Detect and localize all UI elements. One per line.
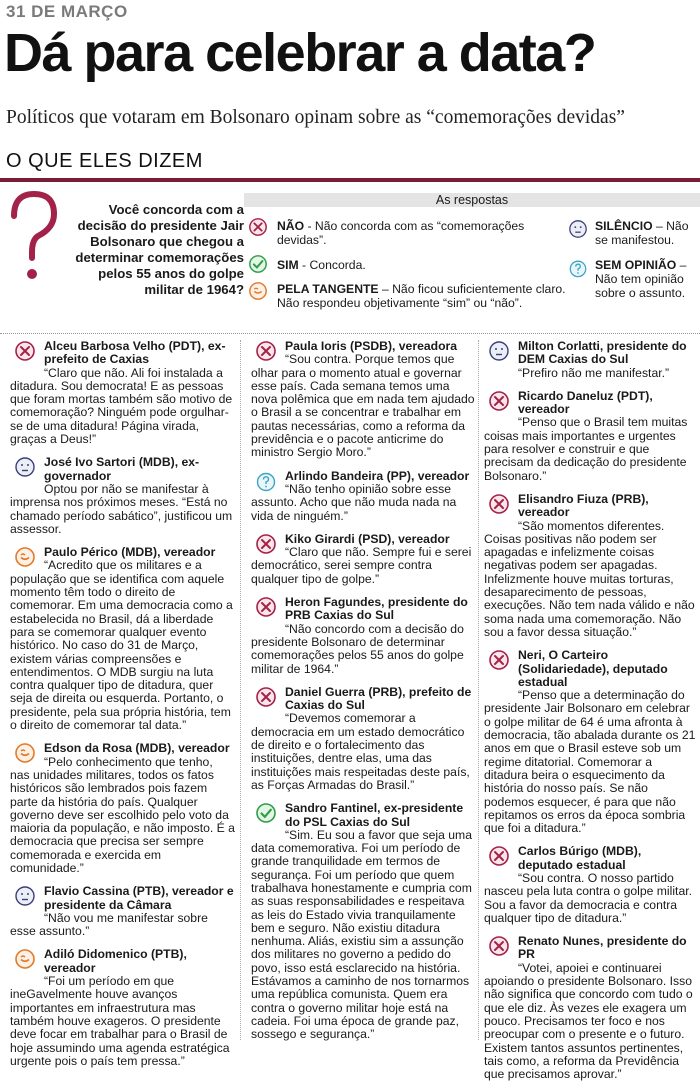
politician-quote: “Devemos comemorar a democracia em um estado democrático de direito e o fortalecimento das instituições, dentre elas, uma das instituições mais respeitadas deste país, as Forças Armadas do Brasil.” <box>251 711 470 792</box>
question-text: Você concorda com a decisão do presidente Jair Bolsonaro que chegou a determinar comemorações pelos 55 anos do golpe militar de 1964? <box>75 202 244 297</box>
politician-name: Flavio Cassina (PTB), vereador e presidente da Câmara <box>44 884 234 912</box>
column-divider <box>240 340 241 1040</box>
quote-entry <box>10 456 235 536</box>
quote-entry <box>251 533 476 586</box>
politician-quote: “Pelo conhecimento que tenho, nas unidades militares, todos os fatos históricos são lembrados pois fazem parte da história do país. Qualquer governo deve ser escolhido pelo voto da maioria da população, e não imposto. É a democracia que precisa ser sempre comemorada e exercida em comunidade.” <box>10 754 235 875</box>
politician-name: Sandro Fantinel, ex-presidente do PSL Caxias do Sul <box>285 801 464 829</box>
nao-icon <box>255 533 277 555</box>
silencio-icon <box>14 456 36 478</box>
politician-quote: Optou por não se manifestar à imprensa nos próximos meses. “Está no chamado período sabático”, justificou um assessor. <box>10 481 233 536</box>
section-rule <box>0 178 700 182</box>
quote-entry <box>251 686 476 792</box>
politician-name: Elisandro Fiuza (PRB), vereador <box>518 491 649 520</box>
politician-quote: “Não concordo com a decisão do presidente Bolsonaro de determinar comemorações pelos 55 anos do golpe militar de 1964.” <box>251 621 464 676</box>
nao-icon <box>255 340 277 362</box>
quote-entry <box>10 948 235 1068</box>
tangente-icon <box>14 546 36 568</box>
legend-sim: SIM - Concorda. <box>277 258 366 272</box>
quote-entry <box>251 340 476 460</box>
quote-entry <box>484 390 696 483</box>
politician-name: Heron Fagundes, presidente do PRB Caxias do Sul <box>285 595 468 623</box>
politician-name: Alceu Barbosa Velho (PDT), ex-prefeito de Caxias <box>44 339 226 367</box>
section-label: O QUE ELES DIZEM <box>6 150 203 172</box>
politician-quote: “Não vou me manifestar sobre esse assunto.” <box>10 910 208 939</box>
politician-name: Ricardo Daneluz (PDT), vereador <box>518 388 653 417</box>
politician-quote: “Sou contra. O nosso partido nasceu pela luta contra o golpe militar. Sou a favor da democracia e contra qualquer tipo de ditadura.” <box>484 870 692 925</box>
legend-tangente: PELA TANGENTE – Não ficou suficientemente claro. Não respondeu objetivamente “sim” ou “não”. <box>277 282 566 310</box>
quote-entry <box>484 493 696 639</box>
legend-sem-opiniao-icon <box>568 258 588 278</box>
politician-name: Milton Corlatti, presidente do DEM Caxias do Sul <box>518 339 687 367</box>
nao-icon <box>488 845 510 867</box>
politician-quote: “Votei, apoiei e continuarei apoiando o presidente Bolsonaro. Isso não significa que concordo com tudo o que ele diz. Às vezes ele exagera um pouco. Precisamos ter foco e nos preocupar com o presente e o futuro. Existem tantos assuntos pertinentes, tais como, a reforma da Previdência que precisamos aprovar.” <box>484 960 693 1082</box>
legend-silencio: SILÊNCIO – Não se manifestou. <box>595 219 689 247</box>
nao-icon <box>488 649 510 671</box>
nao-icon <box>488 493 510 515</box>
subtitle: Políticos que votaram em Bolsonaro opinam sobre as “comemorações devidas” <box>6 107 625 128</box>
legend-silencio-icon <box>568 219 588 239</box>
politician-name: Adiló Didomenico (PTB), vereador <box>44 947 187 975</box>
legend-nao-icon <box>248 217 268 237</box>
answers-header: As respostas <box>244 193 700 207</box>
nao-icon <box>488 390 510 412</box>
legend-nao: NÃO - Não concorda com as “comemorações devidas”. <box>277 219 525 247</box>
politician-name: Renato Nunes, presidente do PR <box>518 934 687 962</box>
nao-icon <box>255 686 277 708</box>
kicker: 31 DE MARÇO <box>6 2 128 21</box>
question-mark-icon <box>4 186 64 286</box>
nao-icon <box>488 935 510 957</box>
politician-quote: “São momentos diferentes. Coisas positivas não podem ser apagadas e infelizmente coisas negativas podem ser apagadas. Infelizmente houve muitas torturas, desaparecimento de pessoas, execuções. Não tem nada válido e não soma nada uma comemoração. Não sou a favor dessa situação.” <box>484 518 695 639</box>
quote-entry <box>484 935 696 1081</box>
politician-name: Paula Ioris (PSDB), vereadora <box>285 339 458 353</box>
sem-opiniao-icon <box>255 470 277 492</box>
quote-entry <box>10 885 235 938</box>
legend-sem-opiniao: SEM OPINIÃO – Não tem opinião sobre o assunto. <box>595 258 687 300</box>
politician-quote: “Sou contra. Porque temos que olhar para o momento atual e governar esse país. Cada semana temos uma nova polêmica que em nada tem ajudado o Brasil a se concentrar e trabalhar em pautas necessárias, como a reforma da previdência e o pacote anticrime do ministro Sergio Moro.” <box>251 352 475 460</box>
nao-icon <box>255 596 277 618</box>
politician-name: Neri, O Carteiro (Solidariedade), deputado estadual <box>518 648 668 689</box>
politician-name: Daniel Guerra (PRB), prefeito de Caxias do Sul <box>285 684 472 713</box>
quote-entry <box>484 340 696 380</box>
politician-quote: “Claro que não. Ali foi instalada a ditadura. Sou democrata! E as pessoas que foram mortas também são motivo de comemoração? Ninguém pode orgulhar-se de uma ditadura! Página virada, graças a Deus!” <box>10 365 233 447</box>
politician-quote: “Não tenho opinião sobre esse assunto. Acho que não muda nada na vida de ninguém.” <box>251 481 457 523</box>
column-3 <box>484 340 696 1091</box>
politician-name: Carlos Búrigo (MDB), deputado estadual <box>518 844 642 872</box>
section-divider <box>0 333 700 334</box>
legend-tangente-icon <box>248 281 268 301</box>
quote-entry <box>251 470 476 523</box>
politician-quote: “Penso que a determinação do presidente Jair Bolsonaro em celebrar o golpe militar de 64 é uma afronta à democracia, tão abalada durante os 21 anos em que o Brasil esteve sob um regime ditatorial. Comemorar a ditadura beira o esquecimento da história do nosso país. Se não podemos esquecer, é para que não repitamos os erros da época sombria que foi a ditadura.” <box>484 688 696 836</box>
quote-entry <box>484 845 696 925</box>
politician-quote: “Claro que não. Sempre fui e serei democrático, serei sempre contra qualquer tipo de golpe.” <box>251 545 472 586</box>
politician-name: Arlindo Bandeira (PP), vereador <box>285 468 470 483</box>
politician-quote: “Penso que o Brasil tem muitas coisas mais importantes e urgentes para resolver e construir e que precisam da dedicação do presidente Bolsonaro.” <box>484 415 688 483</box>
politician-name: Paulo Périco (MDB), vereador <box>44 545 216 560</box>
silencio-icon <box>14 885 36 907</box>
legend-sim-icon <box>248 254 268 274</box>
politician-quote: “Sim. Eu sou a favor que seja uma data comemorativa. Foi um período de grande tranquilidade em termos de segurança. Foi um período que quem trabalhava honestamente e cumpria com as suas responsabilidades e respeitava as leis do Estado vivia tranquilamente bem e seguro. Não existiu ditadura nenhuma. Aliás, existiu sim a assunção dos militares no governo a pedido do povo, isso está esclarecido na história. Estávamos a caminho de nos tornarmos uma república comunista. Quem era contra o governo militar hoje está na cadeia. Foi uma época de grande paz, sossego e segurança.” <box>251 827 472 1042</box>
politician-name: José Ivo Sartori (MDB), ex-governador <box>44 455 200 483</box>
politician-quote: “Acredito que os militares e a população que se identifica com aquele momento têm todo o direito de comemorar. Em uma democracia como a estabelecida no Brasil, dá a liberdade para se comemorar qualquer evento histórico. No caso do 31 de Março, existem várias compreensões e entendimentos. O MDB surgiu na luta contra qualquer tipo de ditadura, quer seja de direita ou esquerda. Portanto, o presidente, pela sua própria história, tem o direito de comemorar tal data.” <box>10 558 233 733</box>
quote-entry <box>251 802 476 1041</box>
nao-icon <box>14 340 36 362</box>
column-1 <box>10 340 235 1078</box>
politician-quote: “Prefiro não me manifestar.” <box>518 365 670 380</box>
tangente-icon <box>14 742 36 764</box>
column-divider <box>478 340 479 1040</box>
quote-entry <box>251 596 476 676</box>
quote-entry <box>10 340 235 446</box>
silencio-icon <box>488 340 510 362</box>
politician-quote: “Foi um período em que ineGavelmente houve avanços importantes em infraestrutura mas também houve exageros. O presidente deve focar em trabalhar para o Brasil de hoje assumindo uma agenda estratégica urgente pois o país tem pressa.” <box>10 974 230 1068</box>
tangente-icon <box>14 948 36 970</box>
quote-entry <box>10 546 235 732</box>
quote-entry <box>484 649 696 835</box>
column-2 <box>251 340 476 1052</box>
sim-icon <box>255 802 277 824</box>
quote-entry <box>10 742 235 875</box>
headline: Dá para celebrar a data? <box>4 23 596 83</box>
politician-name: Kiko Girardi (PSD), vereador <box>285 531 450 546</box>
politician-name: Edson da Rosa (MDB), vereador <box>44 741 230 756</box>
